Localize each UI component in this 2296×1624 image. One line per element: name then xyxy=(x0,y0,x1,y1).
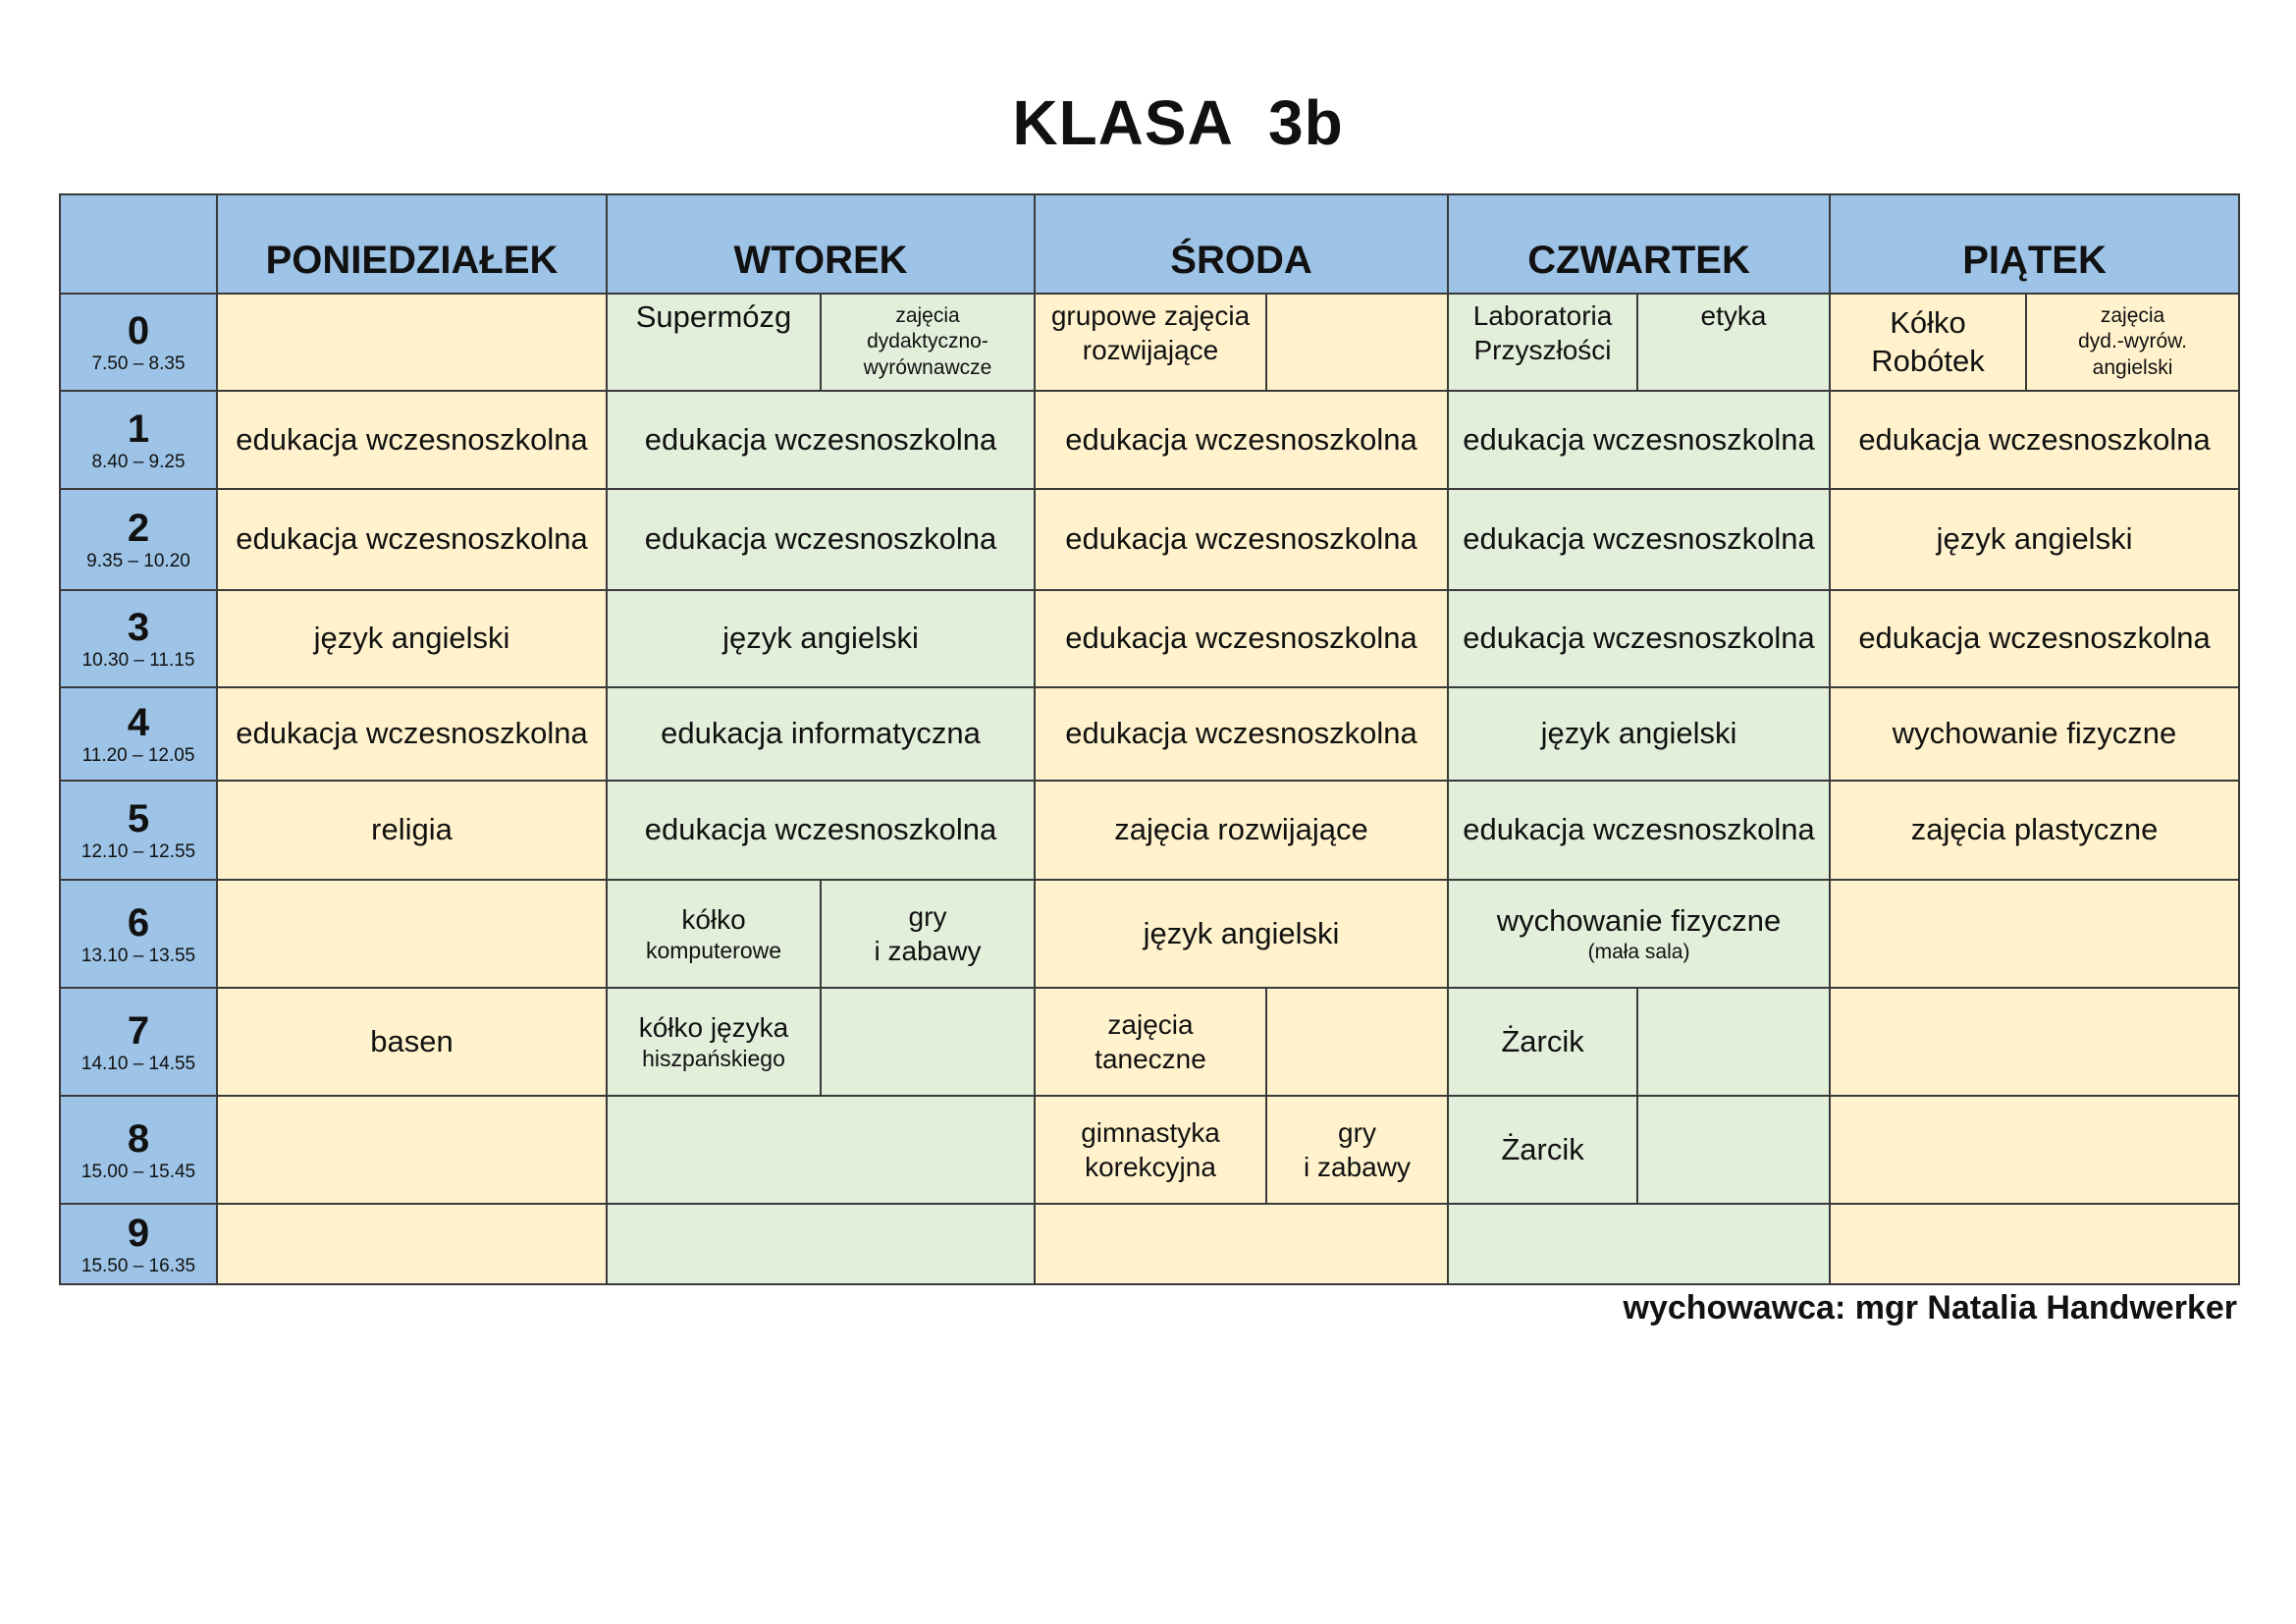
day-header-tuesday: WTOREK xyxy=(607,194,1035,294)
lesson-cell xyxy=(217,294,607,391)
lesson-label: wychowanie fizyczne xyxy=(1496,902,1782,938)
lesson-cell: edukacja wczesnoszkolna xyxy=(607,781,1035,880)
lesson-cell xyxy=(217,1204,607,1284)
lesson-label: etyka xyxy=(1700,300,1767,331)
lesson-label: angielski xyxy=(2092,355,2173,379)
lesson-cell xyxy=(1830,294,2026,391)
lesson-label: i zabawy xyxy=(874,936,982,966)
lesson-cell: Żarcik xyxy=(1448,1096,1637,1204)
lesson-cell xyxy=(1637,294,1830,391)
period-row-7 xyxy=(60,988,2239,1096)
lesson-cell xyxy=(1448,294,1637,391)
period-number: 1 xyxy=(127,406,150,451)
lesson-cell: zajęcia plastyczne xyxy=(1830,781,2239,880)
lesson-cell: Żarcik xyxy=(1448,988,1637,1096)
lesson-label: dyd.-wyrów. xyxy=(2078,330,2187,353)
lesson-label: gry xyxy=(1338,1117,1376,1148)
period-row-5 xyxy=(60,781,2239,880)
period-cell xyxy=(60,988,217,1096)
lesson-cell: edukacja wczesnoszkolna xyxy=(1035,590,1448,687)
lesson-cell: edukacja wczesnoszkolna xyxy=(1448,489,1830,590)
lesson-cell: edukacja wczesnoszkolna xyxy=(607,489,1035,590)
timetable xyxy=(59,193,2240,1285)
lesson-cell: edukacja wczesnoszkolna xyxy=(217,489,607,590)
lesson-label: i zabawy xyxy=(1304,1152,1411,1182)
lesson-label: korekcyjna xyxy=(1085,1152,1216,1182)
period-row-6 xyxy=(60,880,2239,988)
period-time: 9.35 – 10.20 xyxy=(86,551,190,572)
lesson-cell xyxy=(607,988,821,1096)
lesson-cell: edukacja wczesnoszkolna xyxy=(1448,781,1830,880)
lesson-cell xyxy=(1448,1204,1830,1284)
period-cell xyxy=(60,1096,217,1204)
lesson-cell xyxy=(217,1096,607,1204)
lesson-label: gimnastyka xyxy=(1081,1117,1220,1148)
lesson-note: (mała sala) xyxy=(1587,941,1690,964)
period-number: 7 xyxy=(127,1008,150,1053)
lesson-label: zajęcia xyxy=(2100,304,2165,328)
lesson-cell: edukacja wczesnoszkolna xyxy=(607,391,1035,489)
period-cell xyxy=(60,687,217,781)
lesson-cell: język angielski xyxy=(1035,880,1448,988)
lesson-cell xyxy=(821,880,1035,988)
lesson-cell xyxy=(1266,1096,1448,1204)
period-number: 3 xyxy=(127,606,150,650)
corner-cell xyxy=(60,194,217,294)
lesson-cell xyxy=(1035,1204,1448,1284)
period-cell xyxy=(60,880,217,988)
day-header-monday: PONIEDZIAŁEK xyxy=(217,194,607,294)
lesson-cell xyxy=(1830,1204,2239,1284)
period-time: 15.50 – 16.35 xyxy=(80,1255,196,1276)
lesson-label: hiszpańskiego xyxy=(642,1046,785,1072)
lesson-label: Robótek xyxy=(1871,343,1985,378)
lesson-cell: edukacja wczesnoszkolna xyxy=(1448,391,1830,489)
period-number: 2 xyxy=(127,507,150,551)
page-title: KLASA 3b xyxy=(1012,87,1344,158)
lesson-cell: edukacja informatyczna xyxy=(607,687,1035,781)
period-number: 5 xyxy=(127,797,150,841)
lesson-cell xyxy=(1035,1096,1266,1204)
lesson-cell xyxy=(217,880,607,988)
lesson-label: komputerowe xyxy=(645,938,782,964)
homeroom-teacher: wychowawca: mgr Natalia Handwerker xyxy=(1623,1289,2237,1326)
lesson-cell: edukacja wczesnoszkolna xyxy=(217,687,607,781)
header-row xyxy=(60,194,2239,294)
lesson-label: kółko xyxy=(681,904,746,936)
lesson-label: kółko języka xyxy=(638,1012,789,1044)
lesson-cell xyxy=(607,294,821,391)
lesson-label: grupowe zajęcia xyxy=(1050,300,1251,331)
lesson-cell xyxy=(1035,294,1266,391)
lesson-cell xyxy=(821,294,1035,391)
period-number: 9 xyxy=(127,1211,150,1255)
lesson-label: wyrównawcze xyxy=(863,355,992,379)
lesson-label: rozwijające xyxy=(1082,335,1219,365)
period-time: 13.10 – 13.55 xyxy=(80,945,196,966)
period-row-1 xyxy=(60,391,2239,489)
lesson-cell: edukacja wczesnoszkolna xyxy=(217,391,607,489)
period-cell xyxy=(60,590,217,687)
period-time: 8.40 – 9.25 xyxy=(91,451,186,472)
lesson-cell: edukacja wczesnoszkolna xyxy=(1448,590,1830,687)
period-cell xyxy=(60,781,217,880)
lesson-label: zajęcia xyxy=(1107,1009,1194,1040)
lesson-cell xyxy=(2026,294,2239,391)
period-time: 12.10 – 12.55 xyxy=(80,841,196,863)
lesson-cell: edukacja wczesnoszkolna xyxy=(1830,391,2239,489)
period-number: 6 xyxy=(127,900,150,945)
period-row-4 xyxy=(60,687,2239,781)
period-cell xyxy=(60,294,217,391)
lesson-cell xyxy=(1035,988,1266,1096)
lesson-cell xyxy=(1448,880,1830,988)
lesson-cell: edukacja wczesnoszkolna xyxy=(1830,590,2239,687)
period-number: 8 xyxy=(127,1116,150,1161)
period-row-0 xyxy=(60,294,2239,391)
lesson-cell xyxy=(1266,294,1448,391)
lesson-cell: religia xyxy=(217,781,607,880)
lesson-label: dydaktyczno- xyxy=(867,330,988,353)
lesson-label: zajęcia xyxy=(895,304,960,328)
lesson-label: Kółko xyxy=(1890,304,1966,340)
lesson-label: gry xyxy=(908,901,947,932)
lesson-cell xyxy=(821,988,1035,1096)
lesson-label: Laboratoria xyxy=(1472,300,1613,331)
lesson-cell: język angielski xyxy=(1448,687,1830,781)
lesson-cell: basen xyxy=(217,988,607,1096)
period-time: 14.10 – 14.55 xyxy=(80,1053,196,1074)
lesson-cell: język angielski xyxy=(1830,489,2239,590)
period-cell xyxy=(60,391,217,489)
period-time: 10.30 – 11.15 xyxy=(81,650,195,672)
lesson-cell: edukacja wczesnoszkolna xyxy=(1035,687,1448,781)
lesson-cell: język angielski xyxy=(217,590,607,687)
lesson-cell xyxy=(1830,880,2239,988)
period-row-8 xyxy=(60,1096,2239,1204)
period-time: 11.20 – 12.05 xyxy=(81,745,195,767)
lesson-cell xyxy=(1830,1096,2239,1204)
lesson-cell: zajęcia rozwijające xyxy=(1035,781,1448,880)
day-header-wednesday: ŚRODA xyxy=(1035,194,1448,294)
lesson-cell: edukacja wczesnoszkolna xyxy=(1035,391,1448,489)
day-header-friday: PIĄTEK xyxy=(1830,194,2239,294)
period-row-9 xyxy=(60,1204,2239,1284)
lesson-cell xyxy=(607,1096,1035,1204)
lesson-cell xyxy=(607,880,821,988)
lesson-cell xyxy=(1830,988,2239,1096)
lesson-cell xyxy=(1637,988,1830,1096)
day-header-thursday: CZWARTEK xyxy=(1448,194,1830,294)
lesson-label: taneczne xyxy=(1095,1044,1206,1074)
period-time: 15.00 – 15.45 xyxy=(80,1161,196,1182)
lesson-cell xyxy=(607,1204,1035,1284)
period-row-3 xyxy=(60,590,2239,687)
period-number: 4 xyxy=(127,701,150,745)
period-row-2 xyxy=(60,489,2239,590)
lesson-cell xyxy=(1637,1096,1830,1204)
lesson-cell xyxy=(1266,988,1448,1096)
lesson-cell: język angielski xyxy=(607,590,1035,687)
lesson-label: Supermózg xyxy=(635,299,792,334)
period-cell xyxy=(60,489,217,590)
period-number: 0 xyxy=(127,309,150,353)
period-cell xyxy=(60,1204,217,1284)
lesson-label: Przyszłości xyxy=(1473,335,1612,365)
period-time: 7.50 – 8.35 xyxy=(91,353,186,375)
lesson-cell: wychowanie fizyczne xyxy=(1830,687,2239,781)
lesson-cell: edukacja wczesnoszkolna xyxy=(1035,489,1448,590)
